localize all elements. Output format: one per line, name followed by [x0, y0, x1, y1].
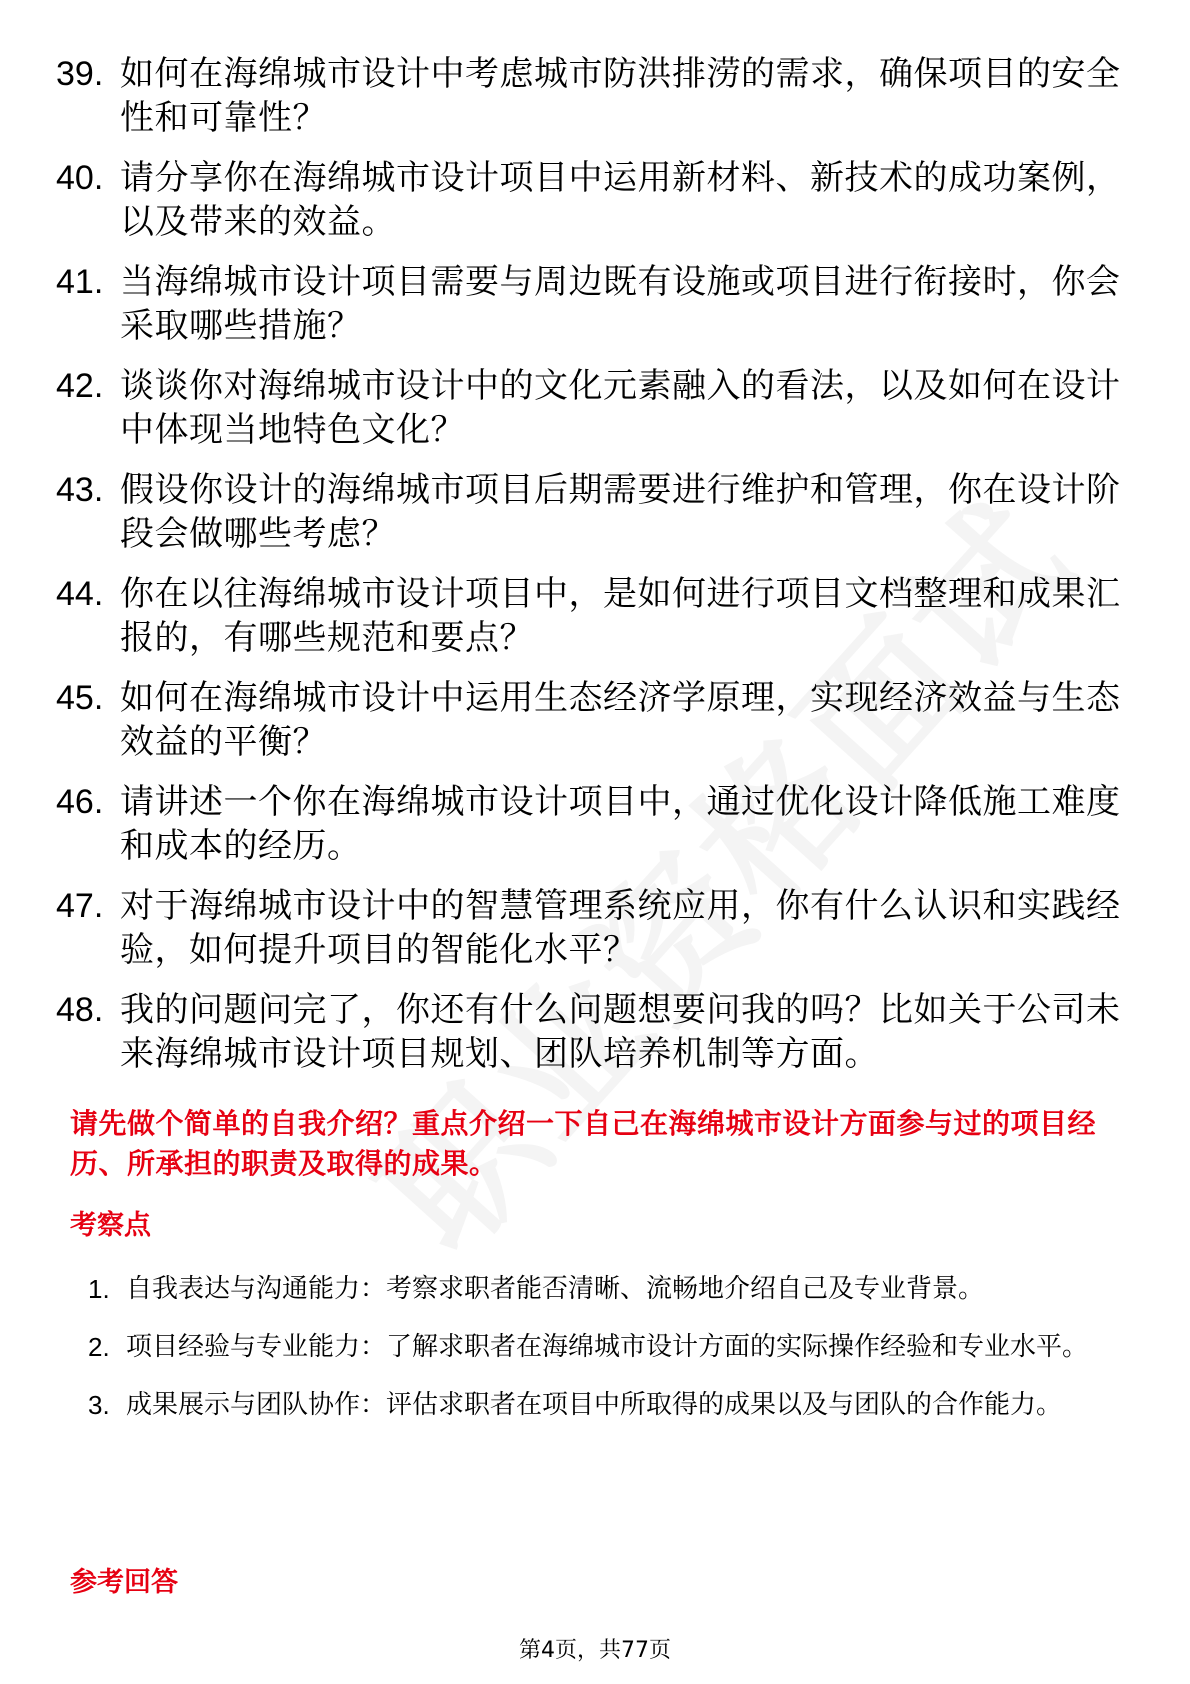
item-number: 2.	[88, 1332, 110, 1362]
item-text: 对于海绵城市设计中的智慧管理系统应用，你有什么认识和实践经验，如何提升项目的智能化水平？	[120, 886, 1121, 970]
list-item	[88, 1376, 1128, 1434]
list-item	[56, 52, 1136, 140]
item-text: 你在以往海绵城市设计项目中，是如何进行项目文档整理和成果汇报的，有哪些规范和要点？	[120, 574, 1121, 658]
item-text: 如何在海绵城市设计中运用生态经济学原理，实现经济效益与生态效益的平衡？	[120, 678, 1121, 762]
list-item	[56, 572, 1136, 660]
item-text: 请分享你在海绵城市设计项目中运用新材料、新技术的成功案例，以及带来的效益。	[120, 158, 1121, 242]
item-number: 46.	[56, 783, 104, 821]
item-number: 1.	[88, 1274, 110, 1304]
list-item	[56, 364, 1136, 452]
list-item	[56, 156, 1136, 244]
item-text: 项目经验与专业能力：了解求职者在海绵城市设计方面的实际操作经验和专业水平。	[126, 1332, 1089, 1362]
item-number: 3.	[88, 1390, 110, 1420]
item-text: 当海绵城市设计项目需要与周边既有设施或项目进行衔接时，你会采取哪些措施？	[120, 262, 1121, 346]
item-text: 如何在海绵城市设计中考虑城市防洪排涝的需求，确保项目的安全性和可靠性？	[120, 54, 1121, 138]
list-item	[56, 468, 1136, 556]
list-item	[88, 1318, 1128, 1376]
list-item	[56, 676, 1136, 764]
evaluation-points-list	[88, 1260, 1128, 1434]
list-item	[56, 780, 1136, 868]
item-text: 请讲述一个你在海绵城市设计项目中，通过优化设计降低施工难度和成本的经历。	[120, 782, 1121, 866]
question-list	[56, 52, 1136, 1092]
item-number: 48.	[56, 991, 104, 1029]
section-title-cankao: 参考回答	[70, 1567, 178, 1598]
item-number: 44.	[56, 575, 104, 613]
item-number: 47.	[56, 887, 104, 925]
item-text: 假设你设计的海绵城市项目后期需要进行维护和管理，你在设计阶段会做哪些考虑？	[120, 470, 1121, 554]
item-text: 谈谈你对海绵城市设计中的文化元素融入的看法，以及如何在设计中体现当地特色文化？	[120, 366, 1121, 450]
item-number: 41.	[56, 263, 104, 301]
item-number: 42.	[56, 367, 104, 405]
list-item	[56, 884, 1136, 972]
item-text: 成果展示与团队协作：评估求职者在项目中所取得的成果以及与团队的合作能力。	[126, 1390, 1063, 1420]
highlight-question: 请先做个简单的自我介绍？重点介绍一下自己在海绵城市设计方面参与过的项目经历、所承担的职责及取得的成果。	[70, 1107, 1097, 1180]
list-item	[88, 1260, 1128, 1318]
item-number: 43.	[56, 471, 104, 509]
item-text: 我的问题问完了，你还有什么问题想要问我的吗？比如关于公司未来海绵城市设计项目规划、团队培养机制等方面。	[120, 990, 1121, 1074]
item-text: 自我表达与沟通能力：考察求职者能否清晰、流畅地介绍自己及专业背景。	[126, 1274, 985, 1304]
list-item	[56, 260, 1136, 348]
page-footer: 第4页，共77页	[519, 1638, 671, 1663]
list-item	[56, 988, 1136, 1076]
item-number: 45.	[56, 679, 104, 717]
item-number: 39.	[56, 55, 104, 93]
section-title-kaochadian: 考察点	[70, 1210, 151, 1241]
item-number: 40.	[56, 159, 104, 197]
